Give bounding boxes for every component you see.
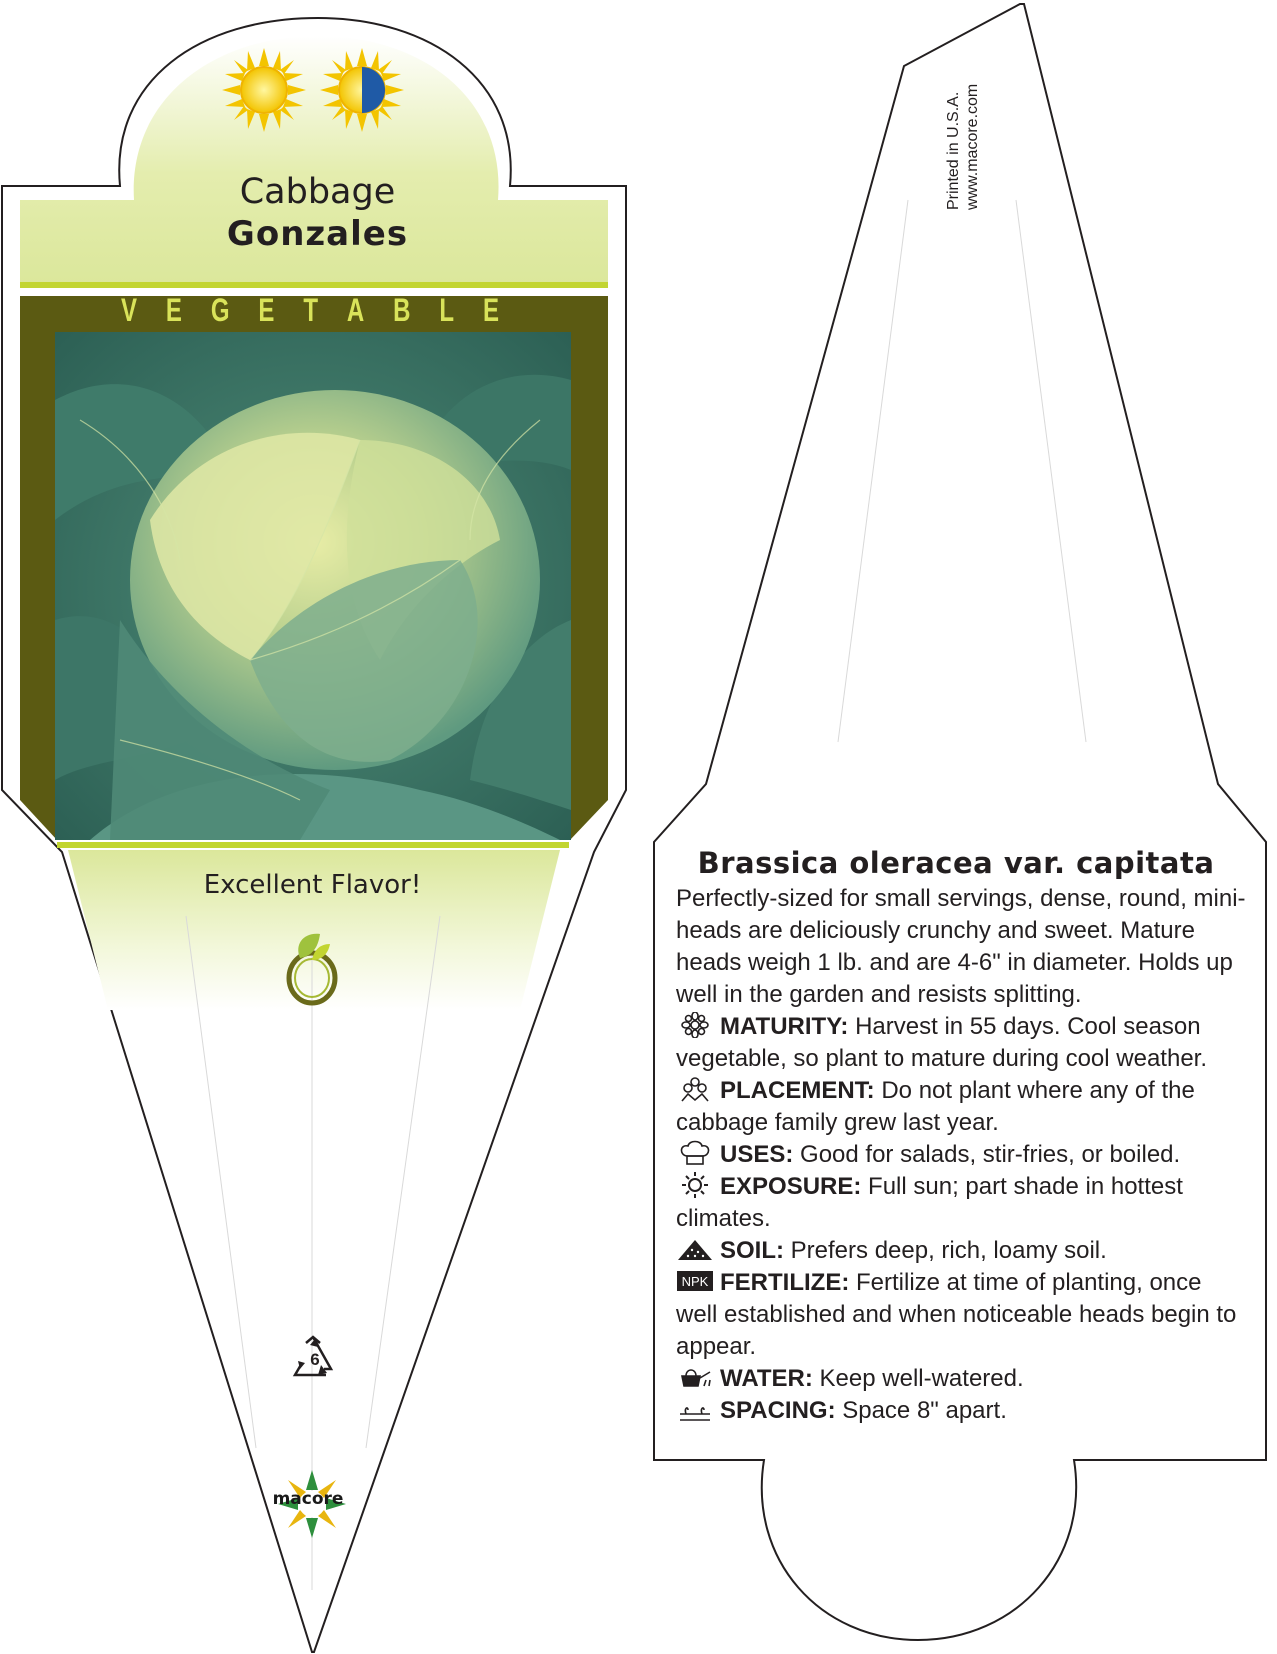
care-item <box>676 1139 1246 1171</box>
npk-icon <box>676 1268 714 1294</box>
common-name: Cabbage <box>239 172 396 212</box>
care-item-label: WATER: <box>720 1365 813 1392</box>
care-item-label: SPACING: <box>720 1397 836 1424</box>
care-items <box>676 1011 1246 1427</box>
printed-country: Printed in U.S.A. <box>945 91 962 210</box>
variety-name: Gonzales <box>226 214 409 254</box>
category-letter: T <box>303 292 318 328</box>
care-item-label: PLACEMENT: <box>720 1077 875 1104</box>
care-item <box>676 1235 1246 1267</box>
category-letter: A <box>346 292 365 328</box>
category-letter: B <box>393 292 411 328</box>
soil-icon <box>676 1236 714 1262</box>
part-sun-icon <box>320 48 404 132</box>
care-item-text: Full sun; part shade in hottest climates. <box>676 1173 1183 1232</box>
care-item-text: Space 8" apart. <box>835 1397 1007 1424</box>
care-item-text: Harvest in 55 days. Cool season vegetable, so plant to mature during cool weather. <box>676 1013 1207 1072</box>
care-item <box>676 1395 1246 1427</box>
recycle-number: 6 <box>310 1350 320 1369</box>
sun-icon <box>676 1172 714 1198</box>
svg-text:NPK: NPK <box>681 1274 709 1289</box>
care-item-label: EXPOSURE: <box>720 1173 862 1200</box>
category-letter: E <box>258 292 275 328</box>
brand-name: macore <box>272 1489 344 1509</box>
care-item-text: Keep well-watered. <box>812 1365 1024 1392</box>
flower-icon <box>676 1012 714 1038</box>
spacing-icon <box>676 1396 714 1422</box>
care-item-text: Prefers deep, rich, loamy soil. <box>784 1237 1107 1264</box>
care-item-label: SOIL: <box>720 1237 784 1264</box>
category-letter: E <box>482 292 499 328</box>
category-letter: G <box>210 292 230 328</box>
botanical-name: Brassica oleracea var. capitata <box>697 846 1215 880</box>
category-letter: V <box>121 292 138 328</box>
category-letter: L <box>439 292 455 328</box>
category-letter: E <box>165 292 182 328</box>
chef-hat-icon <box>676 1140 714 1166</box>
care-item-text: Do not plant where any of the cabbage family grew last year. <box>676 1077 1195 1136</box>
care-item <box>676 1363 1246 1395</box>
placement-icon <box>676 1076 714 1102</box>
description: Perfectly-sized for small servings, dense, round, mini-heads are deliciously crunchy and sweet. Mature heads weigh 1 lb. and are 4-6" in diameter. Holds up well in the garden and resists splitting. <box>676 885 1246 1008</box>
care-item <box>676 1267 1246 1363</box>
care-item-text: Fertilize at time of planting, once well established and when noticeable heads begin to appear. <box>676 1269 1237 1360</box>
care-info <box>676 845 1246 1427</box>
website: www.macore.com <box>964 83 981 210</box>
care-item-label: FERTILIZE: <box>720 1269 850 1296</box>
care-item <box>676 1075 1246 1139</box>
care-item-label: USES: <box>720 1141 794 1168</box>
care-item <box>676 1011 1246 1075</box>
category-label <box>108 292 513 332</box>
care-item <box>676 1171 1246 1235</box>
tagline: Excellent Flavor! <box>203 870 422 900</box>
printed-info <box>944 84 982 210</box>
watering-can-icon <box>676 1364 714 1390</box>
care-item-text: Good for salads, stir-fries, or boiled. <box>793 1141 1181 1168</box>
full-sun-icon <box>222 48 306 132</box>
care-item-label: MATURITY: <box>720 1013 849 1040</box>
seed-sprout-icon <box>284 930 340 1006</box>
